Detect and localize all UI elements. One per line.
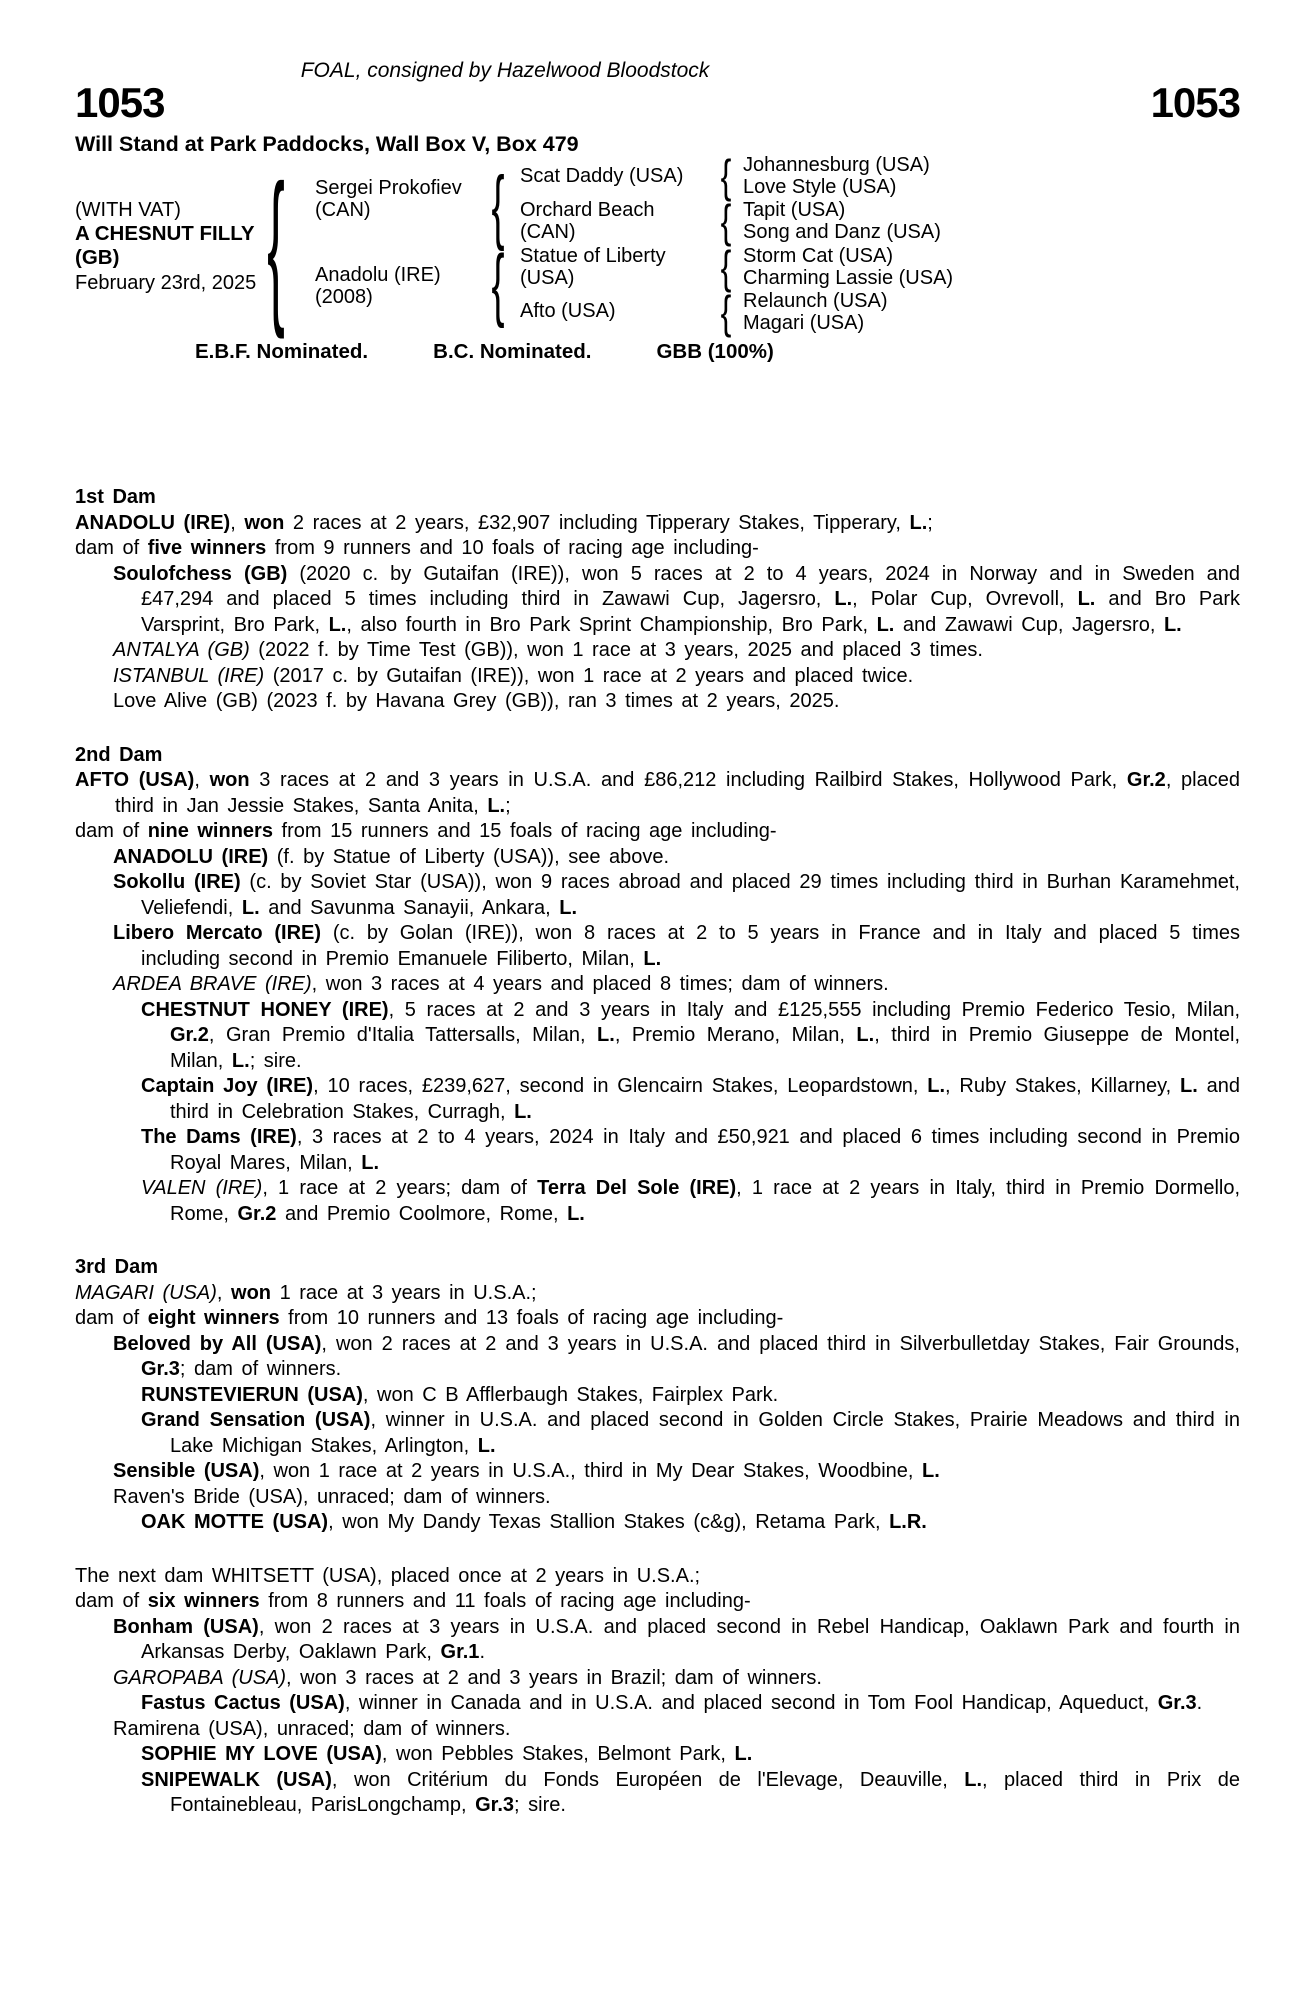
vat-note: (WITH VAT) bbox=[75, 199, 181, 221]
pedigree-subject bbox=[75, 199, 275, 295]
section-heading: 3rd Dam bbox=[75, 1256, 159, 1278]
dam-section-1 bbox=[75, 485, 1240, 715]
pedigree-paragraph: Bonham (USA), won 2 races at 3 years in U.S.A. and placed second in Rebel Handicap, Oaklawn Park and fourth in Arkansas Derby, Oaklawn Park, Gr.1. bbox=[113, 1615, 1240, 1663]
pedigree-paragraph: OAK MOTTE (USA), won My Dandy Texas Stallion Stakes (c&g), Retama Park, L.R. bbox=[141, 1511, 927, 1533]
section-heading: 1st Dam bbox=[75, 486, 156, 508]
pedigree-paragraph: CHESTNUT HONEY (IRE), 5 races at 2 and 3 years in Italy and £125,555 including Premio Federico Tesio, Milan, Gr.2, Gran Premio d'Italia Tattersalls, Milan, L., Premio Merano, Milan, L., third in Premio Giuseppe de Montel, Milan, L.; sire. bbox=[141, 998, 1240, 1072]
great-grandparent-name: Tapit (USA) bbox=[743, 199, 846, 221]
lot-number-left: 1053 bbox=[75, 79, 165, 126]
lot-number-row bbox=[75, 79, 1240, 126]
great-grandparent-name: Storm Cat (USA) bbox=[743, 245, 894, 267]
pedigree-paragraph: dam of nine winners from 15 runners and 15 foals of racing age including- bbox=[75, 820, 777, 842]
pedigree-paragraph: AFTO (USA), won 3 races at 2 and 3 years in U.S.A. and £86,212 including Railbird Stakes, Hollywood Park, Gr.2, placed third in Jan Jessie Stakes, Santa Anita, L.; bbox=[75, 769, 1240, 817]
ebf-nomination: E.B.F. Nominated. bbox=[195, 340, 369, 363]
pedigree-chart bbox=[75, 147, 1240, 341]
dam-section-2 bbox=[75, 743, 1240, 1228]
pedigree-paragraph: Sensible (USA), won 1 race at 2 years in U.S.A., third in My Dear Stakes, Woodbine, L. bbox=[113, 1460, 940, 1482]
great-grandparent-name: Love Style (USA) bbox=[743, 176, 897, 198]
pedigree-paragraph: RUNSTEVIERUN (USA), won C B Afflerbaugh Stakes, Fairplex Park. bbox=[141, 1383, 779, 1406]
grandparent-name: Scat Daddy (USA) bbox=[520, 165, 684, 187]
brace-icon: { bbox=[720, 286, 732, 338]
dam-name: Anadolu (IRE) (2008) bbox=[315, 264, 441, 308]
great-grandparent-name: Johannesburg (USA) bbox=[743, 154, 930, 176]
section-heading: 2nd Dam bbox=[75, 743, 163, 766]
pedigree-details bbox=[75, 485, 1240, 1819]
nominations-bar bbox=[75, 339, 1240, 365]
paragraph-list bbox=[75, 511, 1240, 715]
great-grandparent-name: Charming Lassie (USA) bbox=[743, 267, 954, 289]
pedigree-paragraph: dam of eight winners from 10 runners and 13 foals of racing age including- bbox=[75, 1307, 784, 1329]
pedigree-paragraph: ANTALYA (GB) (2022 f. by Time Test (GB)), won 1 race at 3 years, 2025 and placed 3 times. bbox=[113, 639, 983, 661]
pedigree-paragraph: ISTANBUL (IRE) (2017 c. by Gutaifan (IRE)), won 1 race at 2 years and placed twice. bbox=[113, 664, 914, 687]
great-grandparent-name: Magari (USA) bbox=[743, 312, 865, 334]
brace-icon: { bbox=[720, 150, 732, 202]
subject-foaling-date: February 23rd, 2025 bbox=[75, 272, 257, 294]
sire-name: Sergei Prokofiev (CAN) bbox=[315, 177, 462, 221]
grandparent-name: Afto (USA) bbox=[520, 300, 616, 322]
pedigree-paragraph: Fastus Cactus (USA), winner in Canada and in U.S.A. and placed second in Tom Fool Handicap, Aqueduct, Gr.3. bbox=[141, 1692, 1203, 1714]
pedigree-paragraph: dam of six winners from 8 runners and 11 foals of racing age including- bbox=[75, 1590, 751, 1612]
pedigree-paragraph: Raven's Bride (USA), unraced; dam of winners. bbox=[113, 1485, 551, 1508]
subject-name: A CHESNUT FILLY (GB) bbox=[75, 222, 255, 269]
brace-icon: { bbox=[720, 241, 732, 293]
brace-icon: { bbox=[491, 237, 505, 329]
pedigree-paragraph: Grand Sensation (USA), winner in U.S.A. and placed second in Golden Circle Stakes, Prairie Meadows and third in Lake Michigan Stakes, Arlington, L. bbox=[141, 1409, 1240, 1457]
great-grandparent-name: Song and Danz (USA) bbox=[743, 221, 941, 243]
bc-nomination: B.C. Nominated. bbox=[433, 340, 592, 363]
great-grandparent-pair bbox=[743, 290, 1063, 334]
pedigree-paragraph: The Dams (IRE), 3 races at 2 to 4 years, 2024 in Italy and £50,921 and placed 6 times including second in Premio Royal Mares, Milan, L. bbox=[141, 1126, 1240, 1174]
pedigree-paragraph: VALEN (IRE), 1 race at 2 years; dam of Terra Del Sole (IRE), 1 race at 2 years in Italy, third in Premio Dormello, Rome, Gr.2 and Premio Coolmore, Rome, L. bbox=[141, 1177, 1241, 1225]
pedigree-paragraph: dam of five winners from 9 runners and 10 foals of racing age including- bbox=[75, 537, 759, 559]
brace-icon: { bbox=[720, 195, 732, 247]
pedigree-paragraph: Ramirena (USA), unraced; dam of winners. bbox=[113, 1717, 511, 1740]
pedigree-paragraph: Sokollu (IRE) (c. by Soviet Star (USA)), won 9 races abroad and placed 29 times including third in Burhan Karamehmet, Veliefendi, L. and Savunma Sanayii, Ankara, L. bbox=[113, 871, 1240, 919]
pedigree-paragraph: Beloved by All (USA), won 2 races at 2 and 3 years in U.S.A. and placed third in Silverbulletday Stakes, Fair Grounds, Gr.3; dam of winners. bbox=[113, 1332, 1240, 1380]
dam-section-3 bbox=[75, 1255, 1240, 1536]
pedigree-paragraph: ARDEA BRAVE (IRE), won 3 races at 4 years and placed 8 times; dam of winners. bbox=[113, 973, 889, 995]
pedigree-paragraph: Captain Joy (IRE), 10 races, £239,627, second in Glencairn Stakes, Leopardstown, L., Ruby Stakes, Killarney, L. and third in Celebration Stakes, Curragh, L. bbox=[141, 1075, 1240, 1123]
pedigree-paragraph: ANADOLU (IRE) (f. by Statue of Liberty (USA)), see above. bbox=[113, 845, 670, 868]
great-grandparent-pair bbox=[743, 199, 1063, 243]
pedigree-paragraph: SOPHIE MY LOVE (USA), won Pebbles Stakes, Belmont Park, L. bbox=[141, 1743, 753, 1765]
further-dam-section bbox=[75, 1564, 1240, 1819]
paragraph-list bbox=[75, 768, 1240, 1227]
great-grandparent-pair bbox=[743, 245, 1063, 289]
great-grandparent-name: Relaunch (USA) bbox=[743, 290, 888, 312]
gbb-status: GBB (100%) bbox=[656, 340, 774, 363]
pedigree-paragraph: Love Alive (GB) (2023 f. by Havana Grey (GB)), ran 3 times at 2 years, 2025. bbox=[113, 690, 840, 712]
pedigree-paragraph: SNIPEWALK (USA), won Critérium du Fonds Européen de l'Elevage, Deauville, L., placed third in Prix de Fontainebleau, ParisLongchamp, Gr.3; sire. bbox=[141, 1768, 1241, 1816]
consignor-line: FOAL, consigned by Hazelwood Bloodstock bbox=[300, 59, 710, 82]
pedigree-paragraph: GAROPABA (USA), won 3 races at 2 and 3 years in Brazil; dam of winners. bbox=[113, 1666, 822, 1689]
pedigree-paragraph: Libero Mercato (IRE) (c. by Golan (IRE)), won 8 races at 2 to 5 years in France and in Italy and placed 5 times including second in Premio Emanuele Filiberto, Milan, L. bbox=[113, 922, 1240, 970]
stand-location-line: Will Stand at Park Paddocks, Wall Box V, Box 479 bbox=[75, 132, 579, 156]
brace-icon: { bbox=[267, 147, 285, 341]
pedigree-paragraph: Soulofchess (GB) (2020 c. by Gutaifan (IRE)), won 5 races at 2 to 4 years, 2024 in Norway and in Sweden and £47,294 and placed 5 times including third in Zawawi Cup, Jagersro, L., Polar Cup, Ovrevoll, L. and Bro Park Varsprint, Bro Park, L., also fourth in Bro Park Sprint Championship, Bro Park, L. and Zawawi Cup, Jagersro, L. bbox=[113, 562, 1240, 636]
pedigree-paragraph: The next dam WHITSETT (USA), placed once at 2 years in U.S.A.; bbox=[75, 1564, 701, 1587]
pedigree-paragraph: ANADOLU (IRE), won 2 races at 2 years, £32,907 including Tipperary Stakes, Tipperary, L.; bbox=[75, 511, 933, 534]
paragraph-list bbox=[75, 1564, 1240, 1819]
great-grandparent-pair bbox=[743, 154, 1063, 198]
grandparent-name: Statue of Liberty (USA) bbox=[520, 245, 666, 289]
paragraph-list bbox=[75, 1281, 1240, 1536]
brace-icon: { bbox=[491, 158, 505, 252]
pedigree-paragraph: MAGARI (USA), won 1 race at 3 years in U.S.A.; bbox=[75, 1281, 537, 1304]
grandparent-name: Orchard Beach (CAN) bbox=[520, 199, 655, 243]
lot-number-right: 1053 bbox=[1150, 79, 1240, 126]
